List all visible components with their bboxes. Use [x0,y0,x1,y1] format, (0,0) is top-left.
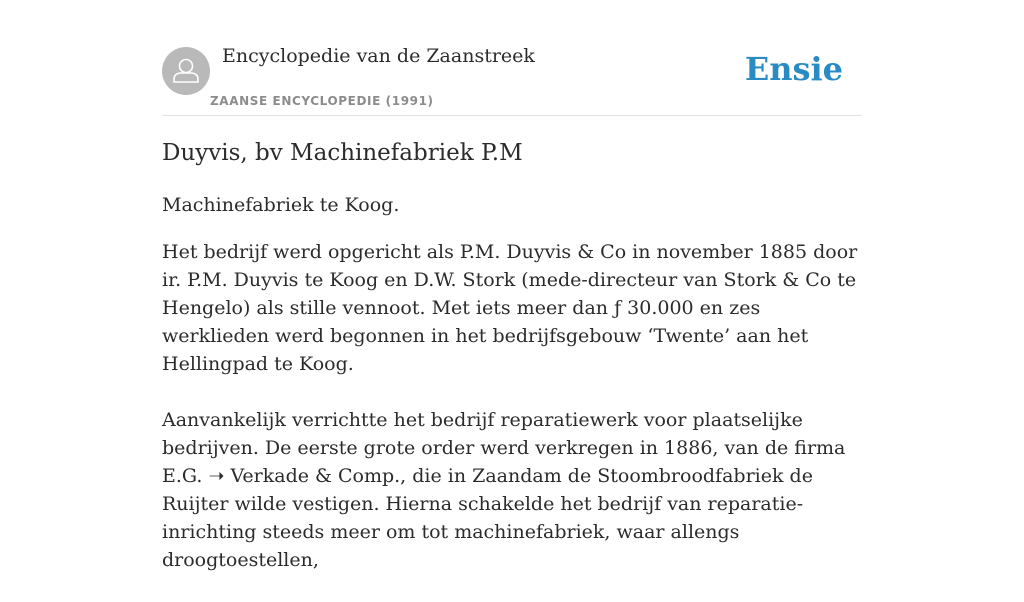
user-avatar-icon[interactable] [162,47,210,95]
article-paragraph: Het bedrijf werd opgericht als P.M. Duyvis & Co in november 1885 door ir. P.M. Duyvis te Koog en D.W. Stork (mede-directeur van Stork & Co te Hengelo) als stille vennoot. Met iets meer dan ƒ 30.000 en zes werklieden werd begonnen in het bedrijfsgebouw ‘Twente’ aan het Hellingpad te Koog. [162,241,858,375]
article-body [162,238,864,602]
article-subtitle: Machinefabriek te Koog. [162,194,400,216]
article-paragraph: Aanvankelijk verrichtte het bedrijf reparatiewerk voor plaatselijke bedrijven. De eerste grote order werd verkregen in 1886, van de firma E.G. ➝ Verkade & Comp., die in Zaandam de Stoombroodfabriek de Ruijter wilde vestigen. Hierna schakelde het bedrijf van reparatie-inrichting steeds meer om tot machinefabriek, waar allengs droogtoestellen, [162,409,846,571]
source-title[interactable]: Encyclopedie van de Zaanstreek [222,45,535,67]
page-container [162,0,862,571]
source-header [162,0,862,116]
source-subtitle[interactable]: ZAANSE ENCYCLOPEDIE (1991) [210,94,434,108]
brand-logo[interactable]: Ensie [744,50,843,88]
article-title: Duyvis, bv Machinefabriek P.M [162,140,523,166]
